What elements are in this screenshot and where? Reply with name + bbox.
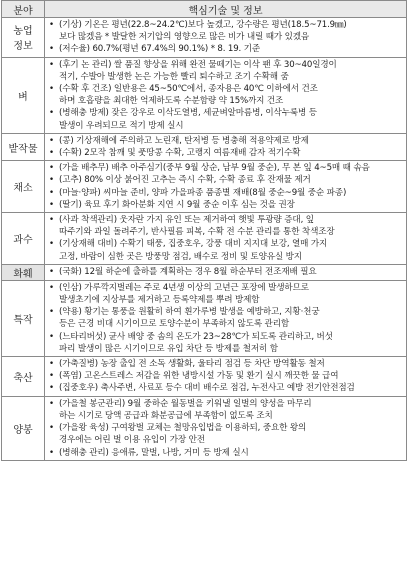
bullet-icon: • (49, 135, 54, 146)
bullet-icon: • (49, 423, 54, 434)
content-line (49, 147, 403, 159)
content-cell (45, 161, 407, 213)
content-line (49, 162, 403, 174)
content-line (49, 358, 403, 370)
line-text: 발생이 우려되므로 적기 방제 실시 (59, 120, 184, 131)
content-line (49, 422, 403, 434)
line-text: (수확 후 건조) 일반용은 45~50℃에서, 종자용은 40℃ 이하에서 건조 (59, 84, 318, 95)
bullet-icon: • (49, 371, 54, 382)
bullet-icon: • (49, 398, 54, 409)
line-text: 따주기와 과일 돌려주기, 반사필름 피복, 수확 전 수분 관리를 통한 착색조장 (59, 227, 335, 238)
bullet-icon: • (49, 148, 54, 159)
category-label: 화훼 (13, 268, 33, 280)
content-line-continuation (49, 71, 403, 83)
content-line-continuation (49, 434, 403, 446)
bullet-icon: • (49, 447, 54, 458)
bullet-icon: • (49, 44, 54, 55)
header-content: 핵심기술 및 정보 (45, 1, 407, 18)
category-label: 밭작물 (8, 143, 38, 155)
content-cell (45, 357, 407, 397)
content-line (49, 107, 403, 119)
table-row (2, 18, 407, 58)
content-line (49, 306, 403, 318)
table-row (2, 57, 407, 133)
category-label: 벼 (18, 91, 28, 103)
line-text: (가을 배추무) 배추 아주심기(중부 9월 상순, 남부 9월 중순), 무 본 잎 4~5매 때 솎음 (59, 163, 370, 174)
category-cell (2, 264, 45, 280)
content-line (49, 199, 403, 211)
table-row (2, 280, 407, 356)
farm-info-table (1, 0, 407, 461)
line-text: (가축질병) 농장 출입 전 소독 생활화, 울타리 점검 등 차단 방역활동 철저 (59, 359, 325, 370)
content-cell (45, 280, 407, 356)
category-label: 양봉 (13, 424, 33, 436)
line-text: 등은 근경 비대 시기이므로 토양수분이 부족하지 않도록 관리함 (59, 319, 290, 330)
line-text: 경우에는 어린 벌 이용 유입이 가장 안전 (59, 435, 205, 446)
content-line-continuation (49, 294, 403, 306)
line-text: (고추) 80% 이상 붉어진 고추는 즉시 수확, 수확 종료 후 잔재물 제거 (59, 175, 311, 186)
content-cell (45, 133, 407, 160)
category-cell (2, 213, 45, 265)
bullet-icon: • (49, 383, 54, 394)
line-text: (기상재해 대비) 수확기 태풍, 집중호우, 강풍 대비 지지대 보강, 열매 가지 (59, 239, 328, 250)
bullet-icon: • (49, 239, 54, 250)
line-text: 파리 발생이 많은 시기이므로 유입 차단 등 방제를 철저히 함 (59, 343, 278, 354)
content-line (49, 135, 403, 147)
bullet-icon: • (49, 187, 54, 198)
content-line (49, 238, 403, 250)
bullet-icon: • (49, 175, 54, 186)
line-text: (가을철 봉군관리) 9월 중하순 월동벌을 키워낼 일벌의 양성을 마무리 (59, 398, 312, 409)
bullet-icon: • (49, 20, 54, 30)
content-line (49, 398, 403, 410)
line-text: 하는 시기로 당액 공급과 화분공급에 부족함이 없도록 조치 (59, 410, 273, 421)
line-text: (국화) 12월 하순에 출하를 계획하는 경우 8월 하순부터 전조재배 필요 (59, 267, 317, 278)
header-row (2, 1, 407, 18)
line-text: (인삼) 가루깍지벌레는 주로 4년생 이상의 고년근 포장에 발생하므로 (59, 282, 309, 293)
line-text: (가을왕 육성) 구여왕벌 교체는 철망유입법을 이용하되, 중요한 왕의 (59, 423, 307, 434)
category-cell (2, 161, 45, 213)
line-text: (사과 착색관리) 웃자란 가지 유인 또는 제거하여 햇빛 투광량 증대, 잎 (59, 215, 314, 226)
bullet-icon: • (49, 163, 54, 174)
line-text: (병해충 관리) 응애류, 말벌, 나방, 거미 등 방제 실시 (59, 447, 249, 458)
category-cell (2, 357, 45, 397)
line-text: (약용) 황기는 통풍을 원활히 하여 흰가루병 발생을 예방하고, 지황·천궁 (59, 307, 320, 318)
bullet-icon: • (49, 331, 54, 342)
category-cell (2, 396, 45, 460)
line-text: (집중호우) 축사주변, 사료포 등수 대비 배수로 점검, 누전사고 예방 전기안전점검 (59, 383, 355, 394)
line-text: 발생초기에 지상부를 제거하고 등록약제를 뿌려 방제함 (59, 295, 260, 306)
table-row (2, 396, 407, 460)
table-row (2, 357, 407, 397)
bullet-icon: • (49, 199, 54, 210)
table-body (2, 18, 407, 461)
content-line (49, 187, 403, 199)
table-row (2, 213, 407, 265)
content-line-continuation (49, 120, 403, 132)
content-line (49, 43, 403, 55)
category-label: 정보 (13, 41, 33, 53)
table-row (2, 161, 407, 213)
bullet-icon: • (49, 59, 54, 70)
content-cell (45, 18, 407, 58)
content-line (49, 266, 403, 278)
bullet-icon: • (49, 267, 54, 278)
line-text: (수확) 2모작 참깨 및 풋땅콩 수확, 고랭지 여름재배 감자 적기수확 (59, 148, 301, 159)
bullet-icon: • (49, 215, 54, 226)
content-line-continuation (49, 226, 403, 238)
content-line (49, 282, 403, 294)
category-cell (2, 133, 45, 160)
line-text: (콩) 기상재해에 주의하고 노린재, 탄저병 등 병충해 적용약제로 방제 (59, 135, 309, 146)
content-cell (45, 264, 407, 280)
content-line (49, 83, 403, 95)
line-text: (마늘·양파) 씨마늘 준비, 양파 가을파종 품종별 재배(8월 중순~9월 중순 파종) (59, 187, 347, 198)
category-cell (2, 57, 45, 133)
line-text: (후기 논 관리) 쌀 품질 향상을 위해 완전 물떼기는 이삭 팬 후 30~40일경이 (59, 59, 337, 70)
bullet-icon: • (49, 108, 54, 119)
line-text: 고정, 바람이 심한 곳은 방풍망 점검, 배수로 정비 및 토양유실 방지 (59, 251, 302, 262)
line-text: (딸기) 육묘 후기 화아분화 지연 시 9월 중순 이후 심는 것을 권장 (59, 199, 295, 210)
content-line-continuation (49, 410, 403, 422)
line-text: (병해충 방제) 잦은 강우로 이삭도열병, 세균벼알마름병, 이삭누룩병 등 (59, 108, 317, 119)
table-row (2, 133, 407, 160)
category-cell (2, 18, 45, 58)
category-label: 농업 (13, 26, 33, 38)
bullet-icon: • (49, 84, 54, 95)
content-cell (45, 57, 407, 133)
content-cell (45, 396, 407, 460)
content-line-continuation (49, 251, 403, 263)
content-line (49, 331, 403, 343)
content-line (49, 174, 403, 186)
content-line-continuation (49, 31, 403, 43)
content-line (49, 370, 403, 382)
line-text: (느타리버섯) 균사 배양 중 솜의 온도가 23~28℃가 되도록 관리하고, 버섯 (59, 331, 333, 342)
category-label: 채소 (13, 183, 33, 195)
category-label: 축산 (13, 372, 33, 384)
bullet-icon: • (49, 359, 54, 370)
bullet-icon: • (49, 282, 54, 293)
content-line-continuation (49, 318, 403, 330)
content-line (49, 59, 403, 71)
line-text: (폭염) 고온스트레스 저감을 위한 냉방시설 가동 및 환기 실시 깨끗한 물 급여 (59, 371, 339, 382)
line-text: (저수율) 60.7%(평년 67.4%의 90.1%) * 8. 19. 기준 (59, 44, 261, 55)
line-text: 하며 호흡량을 최대한 억제하도록 수분함량 약 15%까지 건조 (59, 96, 284, 107)
line-text: 적기, 수발아 발생한 논은 가능한 빨리 퇴수하고 조기 수확해 줌 (59, 71, 289, 82)
category-label: 특작 (13, 314, 33, 326)
line-text: (기상) 기온은 평년(22.8~24.2℃)보다 높겠고, 강수량은 평년(18.5~71.9㎜) (59, 20, 347, 30)
line-text: 보다 많겠음 * 발달한 저기압의 영향으로 많은 비가 내릴 때가 있겠음 (59, 32, 310, 43)
content-cell (45, 213, 407, 265)
content-line (49, 382, 403, 394)
category-label: 과수 (13, 234, 33, 246)
content-line (49, 19, 403, 31)
header-category: 분야 (2, 1, 45, 18)
content-line-continuation (49, 95, 403, 107)
table-row (2, 264, 407, 280)
category-cell (2, 280, 45, 356)
content-line (49, 214, 403, 226)
content-line (49, 447, 403, 459)
bullet-icon: • (49, 307, 54, 318)
content-line-continuation (49, 343, 403, 355)
